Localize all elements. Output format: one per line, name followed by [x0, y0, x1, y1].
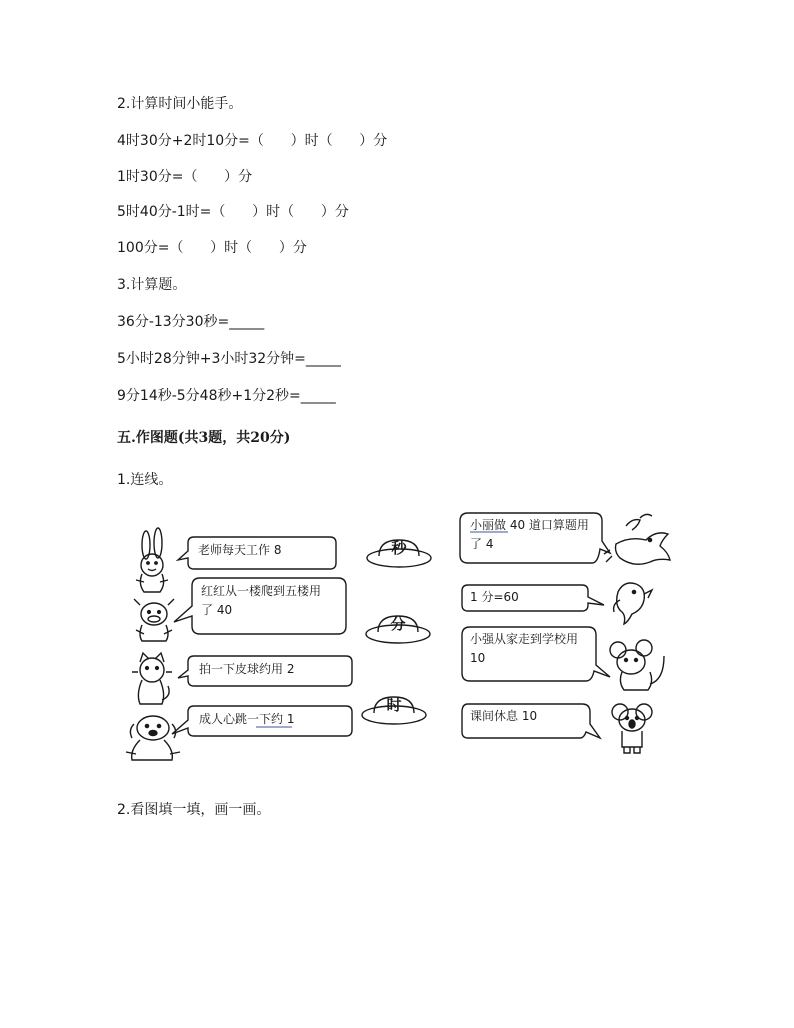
left-bubble-4-text: 成人心跳一下约 1	[199, 712, 295, 726]
right-bubble-3-text-line2: 10	[470, 651, 486, 665]
section2-title: 2.计算时间小能手。	[117, 96, 243, 112]
right-bubble-1-text-line1: 小丽做 40 道口算题用	[470, 518, 589, 532]
left-bubble-2-text-line1: 红红从一楼爬到五楼用	[201, 584, 322, 598]
left-bubble-1-text: 老师每天工作 8	[198, 543, 282, 557]
unit-label-seconds: 秒	[391, 539, 407, 557]
right-bubble-4-text: 课间休息 10	[470, 709, 538, 723]
right-bubble-1-text-line2: 了 4	[470, 537, 494, 551]
bird-icon	[604, 514, 670, 564]
cat-icon	[132, 653, 172, 704]
section2-item-3: 5时40分-1时=（ ）时（ ）分	[117, 204, 349, 220]
part5-heading: 五.作图题(共3题，共20分)	[117, 430, 291, 446]
puppy-icon	[126, 716, 180, 760]
right-bubble-3-text-line1: 小强从家走到学校用	[470, 632, 579, 646]
koala-icon	[612, 704, 652, 753]
unit-label-minutes: 分	[390, 615, 406, 633]
cow-icon	[134, 599, 174, 641]
section3-title: 3.计算题。	[117, 277, 187, 293]
section3-item-1: 36分-13分30秒=_____	[117, 314, 265, 330]
q2-title: 2.看图填一填，画一画。	[117, 802, 271, 818]
left-bubble-2-text-line2: 了 40	[201, 603, 233, 617]
mouse-icon	[610, 640, 664, 690]
left-bubble-3-text: 拍一下皮球约用 2	[199, 662, 295, 676]
section2-item-2: 1时30分=（ ）分	[117, 169, 253, 185]
section2-item-1: 4时30分+2时10分=（ ）时（ ）分	[117, 133, 388, 149]
parrot-icon	[614, 583, 652, 624]
q1-title: 1.连线。	[117, 472, 173, 488]
rabbit-icon	[136, 528, 168, 592]
section3-item-3: 9分14秒-5分48秒+1分2秒=_____	[117, 388, 336, 404]
unit-label-hours: 时	[386, 696, 402, 714]
section2-item-4: 100分=（ ）时（ ）分	[117, 240, 307, 256]
right-bubble-2-text: 1 分=60	[470, 590, 519, 604]
section3-item-2: 5小时28分钟+3小时32分钟=_____	[117, 351, 341, 367]
